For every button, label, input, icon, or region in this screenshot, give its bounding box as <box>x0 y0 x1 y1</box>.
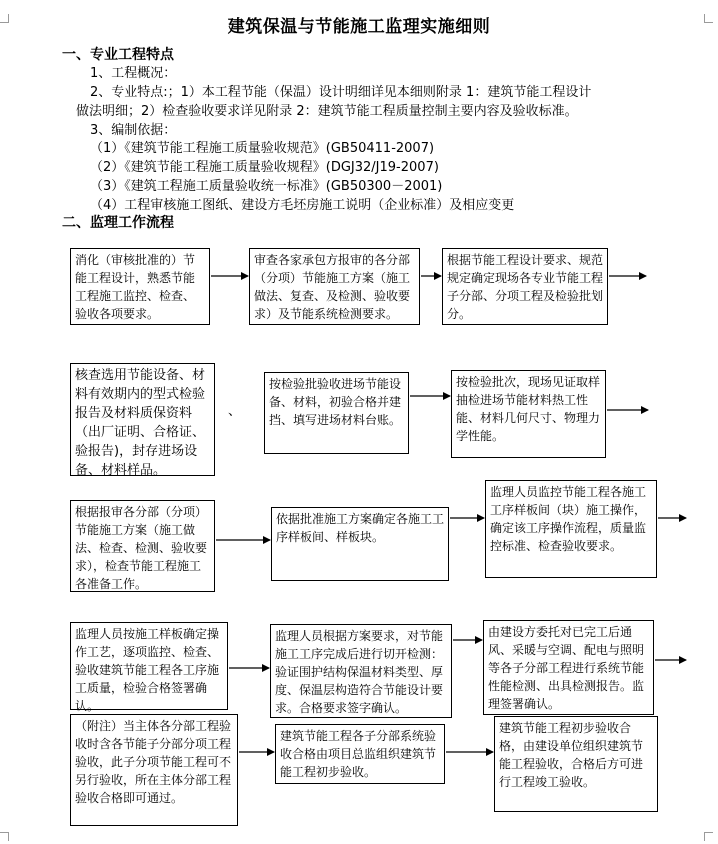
flow-box-r2-material-check: 核查选用节能设备、材料有效期内的型式检验报告及材料质保资料（出厂证明、合格证、验报告)，封存进场设备、材料样品。 <box>70 363 215 476</box>
text-line-basis-3: （3）《建筑工程施工质量验收统一标准》(GB50300－2001) <box>90 179 443 194</box>
flow-box-r1-division: 根据节能工程设计要求、规范规定确定现场各专业节能工程子分部、分项工程及检验批划分。 <box>442 248 608 325</box>
flow-box-r5-note: （附注）当主体各分部工程验收时含各节能子分部分项工程验收，此子分项节能工程可不另行验收，所在主体分部工程验收合格即可通过。 <box>70 714 238 826</box>
text-line-basis: 3、编制依据： <box>90 123 177 138</box>
flow-box-r1-plan-review: 审查各家承包方报审的各分部（分项）节能施工方案（施工做法、复查、及检测、验收要求）及节能系统检测要求。 <box>249 248 420 325</box>
flow-box-r3-sample-room: 依据批准施工方案确定各施工工序样板间、样板块。 <box>271 507 449 581</box>
flow-box-r2-batch-acceptance: 按检验批验收进场节能设备、材料，初验合格并建挡、填写进场材料台账。 <box>264 372 409 454</box>
flow-box-r4-process-check: 监理人员按施工样板确定操作工艺，逐项监控、检查、验收建筑节能工程各工序施工质量，检验合格签署确认。 <box>70 622 228 710</box>
flow-box-r1-design-review: 消化（审核批准的）节能工程设计，熟悉节能工程施工监控、检查、验收各项要求。 <box>70 248 210 325</box>
flow-box-r4-cut-test: 监理人员根据方案要求，对节能施工工序完成后进行切开检测：验证围护结构保温材料类型、厚度、保温层构造符合节能设计要求。合格要求签字确认。 <box>270 624 452 718</box>
flow-box-r4-system-test: 由建设方委托对已完工后通风、采暖与空调、配电与照明等各子分部工程进行系统节能性能检测、出具检测报告。监理签署确认。 <box>483 620 654 715</box>
flow-box-r5-final: 建筑节能工程初步验收合格，由建设单位组织建筑节能工程验收，合格后方可进行工程竣工验收。 <box>494 716 658 812</box>
text-line-features-cont: 做法明细；2）检查验收要求详见附录 2：建筑节能工程质量控制主要内容及验收标准。 <box>76 104 578 119</box>
flow-box-r2-sampling: 按检验批次，现场见证取样抽检进场节能材料热工性能、材料几何尺寸、物理力学性能。 <box>451 370 606 458</box>
flow-box-r5-preliminary: 建筑节能工程各子分部系统验收合格由项目总监组织建筑节能工程初步验收。 <box>275 724 445 784</box>
flow-box-r3-preparation: 根据报审各分部（分项）节能施工方案（施工做法、检查、检测、验收要求），检查节能工程施工各准备工作。 <box>70 500 215 592</box>
section-heading-workflow: 二、监理工作流程 <box>62 215 174 231</box>
flow-box-r3-supervision: 监理人员监控节能工程各施工工序样板间（块）施工操作，确定该工序操作流程，质量监控标准、检查验收要求。 <box>485 480 657 578</box>
text-line-basis-1: （1）《建筑节能工程施工质量验收规范》(GB50411-2007) <box>90 141 435 156</box>
document-title: 建筑保温与节能施工监理实施细则 <box>227 17 491 37</box>
section-heading-characteristics: 一、专业工程特点 <box>62 47 174 63</box>
stray-mark: 、 <box>228 404 242 419</box>
text-line-basis-2: （2）《建筑节能工程施工质量验收规程》(DGJ32/J19-2007) <box>90 160 439 175</box>
text-line-features: 2、专业特点:；1）本工程节能（保温）设计明细详见本细则附录 1：建筑节能工程设计 <box>90 85 592 100</box>
text-line-overview: 1、工程概况： <box>90 66 177 81</box>
text-line-basis-4: （4）工程审核施工图纸、建设方毛坯房施工说明（企业标准）及相应变更 <box>90 198 515 213</box>
